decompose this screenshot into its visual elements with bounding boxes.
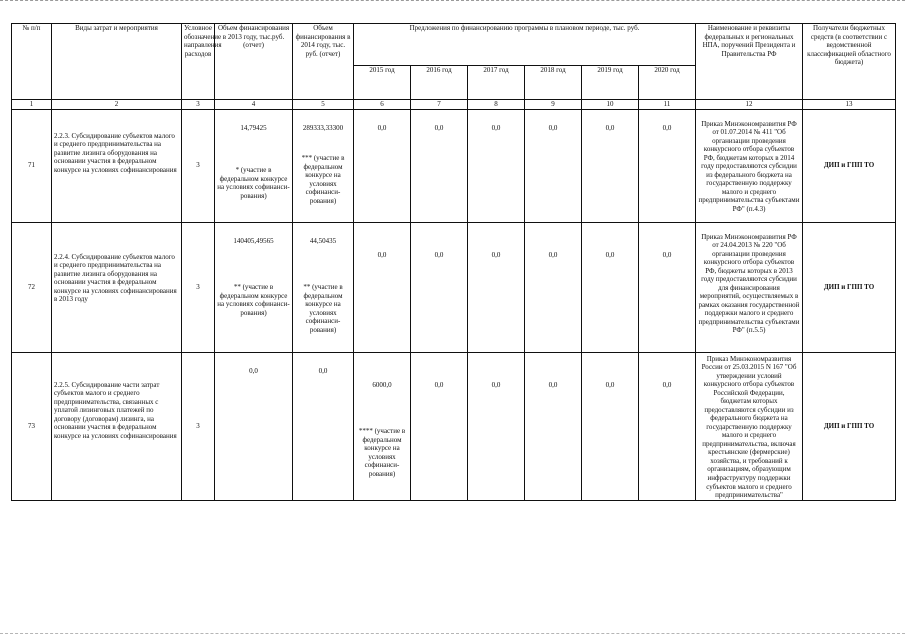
table-row	[12, 352, 896, 500]
header-direction-code: Условное обозначение направления расходов	[182, 24, 215, 100]
column-number: 7	[411, 100, 468, 110]
row-direction-code: 3	[182, 352, 215, 500]
row-year-2015: 0,0	[354, 109, 411, 222]
row-npa: Приказ Минэкономразвития РФ от 24.04.2013 № 220 "Об организации проведения конкурсного отбора субъектов РФ, бюджеты которых в 2013 году предоставляются субсидии для финансирования мероприятий, осуществляемых в рамках оказания государственной поддержки малого и среднего предпринимательства субъектами РФ" (п.5.5)	[696, 222, 803, 352]
header-num: № п/п	[12, 24, 52, 100]
row-volume-2014	[293, 109, 354, 222]
row-year-2015	[354, 352, 411, 500]
column-number: 9	[525, 100, 582, 110]
header-volume-2013: Объем финансирования в 2013 году, тыс.руб. (отчет)	[215, 24, 293, 100]
row-direction-code: 3	[182, 109, 215, 222]
header-volume-2014: Объем финансирования в 2014 году, тыс. руб. (отчет)	[293, 24, 354, 100]
row-number: 71	[12, 109, 52, 222]
row-recipient: ДИП и ГПП ТО	[803, 352, 896, 500]
value-note: **** (участие в федеральном конкурсе на условиях софинанси-рования)	[358, 427, 406, 478]
row-name: 2.2.3. Субсидирование субъектов малого и среднего предпринимательства на развитие лизинга оборудования на основании участия в федеральном конкурсе на условиях софинансирования	[52, 109, 182, 222]
row-year-2016: 0,0	[411, 109, 468, 222]
scan-edge-bottom	[0, 633, 905, 635]
header-year: 2016 год	[411, 66, 468, 100]
row-volume-2013	[215, 352, 293, 500]
column-number: 4	[215, 100, 293, 110]
header-expense-type: Виды затрат и мероприятия	[52, 24, 182, 100]
value-note: ** (участие в федеральном конкурсе на условиях софинанси-рования)	[303, 283, 343, 334]
column-number: 5	[293, 100, 354, 110]
row-year-2019: 0,0	[582, 109, 639, 222]
value-text: 44,50435	[309, 236, 337, 245]
value-text: 289333,33300	[302, 123, 344, 132]
header-row-1	[12, 24, 896, 66]
row-year-2018: 0,0	[525, 222, 582, 352]
row-recipient: ДИП и ГПП ТО	[803, 222, 896, 352]
row-npa: Приказ Минэкономразвития России от 25.03.2015 N 167 "Об утверждении условий конкурсного отбора субъектов Российской Федерации, бюджетам которых предоставляются субсидии из федерального бюджета на государственную поддержку малого и среднего предпринимательства, включая крестьянские (фермерские) хозяйства, и требований к организациям, образующим инфраструктуру поддержки субъектов малого и среднего предпринимательства"	[696, 352, 803, 500]
row-direction-code: 3	[182, 222, 215, 352]
header-year: 2015 год	[354, 66, 411, 100]
row-year-2017: 0,0	[468, 352, 525, 500]
row-name: 2.2.4. Субсидирование субъектов малого и среднего предпринимательства на развитие лизинга оборудования на основании участия в федеральном конкурсе на условиях софинансирования в 2013 году	[52, 222, 182, 352]
row-year-2017: 0,0	[468, 222, 525, 352]
row-year-2016: 0,0	[411, 352, 468, 500]
table-row	[12, 109, 896, 222]
value-note: * (участие в федеральном конкурсе на условиях софинанси-рования)	[217, 166, 290, 200]
value-text: 6000,0	[372, 380, 392, 389]
financing-table	[11, 23, 896, 501]
row-year-2017: 0,0	[468, 109, 525, 222]
column-number: 6	[354, 100, 411, 110]
column-number-row	[12, 100, 896, 110]
value-text: 140405,49565	[233, 236, 274, 245]
header-year: 2017 год	[468, 66, 525, 100]
row-year-2020: 0,0	[639, 109, 696, 222]
row-year-2019: 0,0	[582, 352, 639, 500]
row-year-2015: 0,0	[354, 222, 411, 352]
header-proposals: Предложения по финансированию программы в плановом периоде, тыс. руб.	[354, 24, 696, 66]
header-year: 2020 год	[639, 66, 696, 100]
row-name: 2.2.5. Субсидирование части затрат субъектов малого и среднего предпринимательства, связанных с уплатой лизинговых платежей по договору (договорам) лизинга, на основании участия в федеральном конкурсе на условиях софинансирования	[52, 352, 182, 500]
scan-edge-top	[0, 0, 905, 6]
value-note: ** (участие в федеральном конкурсе на условиях софинанси-рования)	[217, 283, 290, 317]
column-number: 8	[468, 100, 525, 110]
row-volume-2013	[215, 109, 293, 222]
row-year-2018: 0,0	[525, 109, 582, 222]
value-text: 0,0	[318, 366, 328, 375]
row-year-2019: 0,0	[582, 222, 639, 352]
row-number: 73	[12, 352, 52, 500]
row-npa: Приказ Минэкономразвития РФ от 01.07.2014 № 411 "Об организации проведения конкурсного отбора субъектов РФ, бюджетам которых в 2014 году предоставляются субсидии из федерального бюджета на государственную поддержку малого и среднего предпринимательства субъектами РФ" (п.4.3)	[696, 109, 803, 222]
column-number: 12	[696, 100, 803, 110]
column-number: 13	[803, 100, 896, 110]
row-year-2016: 0,0	[411, 222, 468, 352]
value-note: *** (участие в федеральном конкурсе на условиях софинанси-рования)	[301, 154, 345, 205]
row-year-2018: 0,0	[525, 352, 582, 500]
row-year-2020: 0,0	[639, 222, 696, 352]
value-text: 14,79425	[240, 123, 267, 132]
header-year: 2018 год	[525, 66, 582, 100]
header-year: 2019 год	[582, 66, 639, 100]
table-row	[12, 222, 896, 352]
column-number: 11	[639, 100, 696, 110]
row-volume-2013	[215, 222, 293, 352]
value-text: 0,0	[249, 366, 258, 375]
row-volume-2014	[293, 352, 354, 500]
row-recipient: ДИП и ГПП ТО	[803, 109, 896, 222]
row-volume-2014	[293, 222, 354, 352]
column-number: 3	[182, 100, 215, 110]
header-recipients: Получатели бюджетных средств (в соответствии с ведомственной классификацией областного бюджета)	[803, 24, 896, 100]
column-number: 2	[52, 100, 182, 110]
row-year-2020: 0,0	[639, 352, 696, 500]
row-number: 72	[12, 222, 52, 352]
column-number: 10	[582, 100, 639, 110]
column-number: 1	[12, 100, 52, 110]
header-npa: Наименование и реквизиты федеральных и региональных НПА, поручений Президента и Правительства РФ	[696, 24, 803, 100]
